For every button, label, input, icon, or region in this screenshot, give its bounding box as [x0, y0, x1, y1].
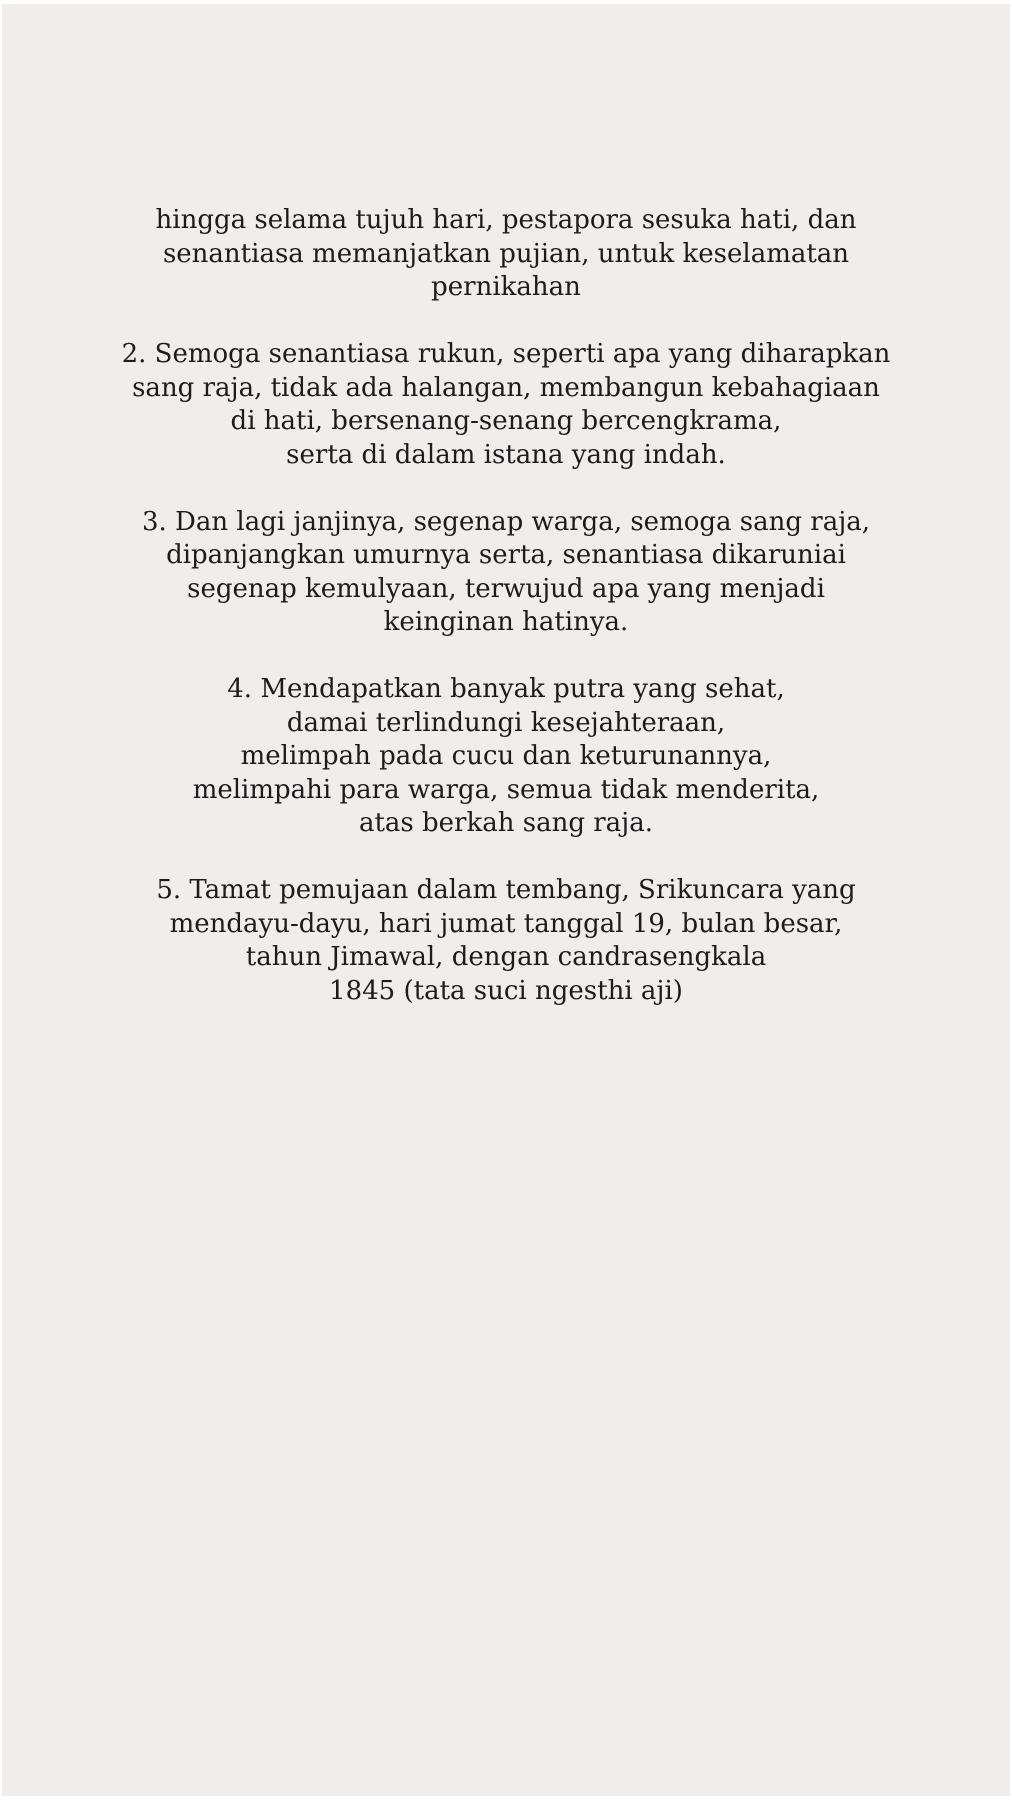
text-line: hingga selama tujuh hari, pestapora sesuka hati, dan [155, 205, 857, 235]
text-line: tahun Jimawal, dengan candrasengkala [245, 942, 767, 972]
text-line: sang raja, tidak ada halangan, membangun kebahagiaan [132, 372, 880, 403]
text-line: di hati, bersenang-senang bercengkrama, [230, 406, 782, 436]
text-line: senantiasa memanjatkan pujian, untuk keselamatan [162, 238, 850, 269]
text-line: serta di dalam istana yang indah. [286, 439, 726, 470]
text-line: damai terlindungi kesejahteraan, [286, 707, 726, 738]
stanza-5 [2, 874, 1010, 1008]
text-line: keinginan hatinya. [383, 607, 629, 637]
text-line: segenap kemulyaan, terwujud apa yang menjadi [187, 573, 825, 604]
text-line: 2. Semoga senantiasa rukun, seperti apa yang diharapkan [121, 339, 891, 369]
text-line: atas berkah sang raja. [358, 808, 654, 838]
text-line: 4. Mendapatkan banyak putra yang sehat, [227, 674, 785, 704]
text-line: 1845 (tata suci ngesthi aji) [329, 975, 683, 1006]
text-line: mendayu-dayu, hari jumat tanggal 19, bulan besar, [169, 908, 843, 939]
text-line: melimpahi para warga, semua tidak menderita, [192, 774, 820, 805]
stanza-2 [2, 338, 1010, 472]
text-line: melimpah pada cucu dan keturunannya, [240, 741, 772, 771]
text-line: dipanjangkan umurnya serta, senantiasa dikaruniai [166, 540, 846, 570]
text-line: 3. Dan lagi janjinya, segenap warga, semoga sang raja, [141, 506, 871, 537]
stanza-4 [2, 673, 1010, 841]
stanza-3 [2, 506, 1010, 640]
stanza-1 [2, 204, 1010, 305]
poem-text [2, 204, 1010, 1042]
document-page [2, 4, 1010, 1796]
text-line: pernikahan [431, 272, 581, 302]
text-line: 5. Tamat pemujaan dalam tembang, Srikuncara yang [156, 875, 856, 905]
